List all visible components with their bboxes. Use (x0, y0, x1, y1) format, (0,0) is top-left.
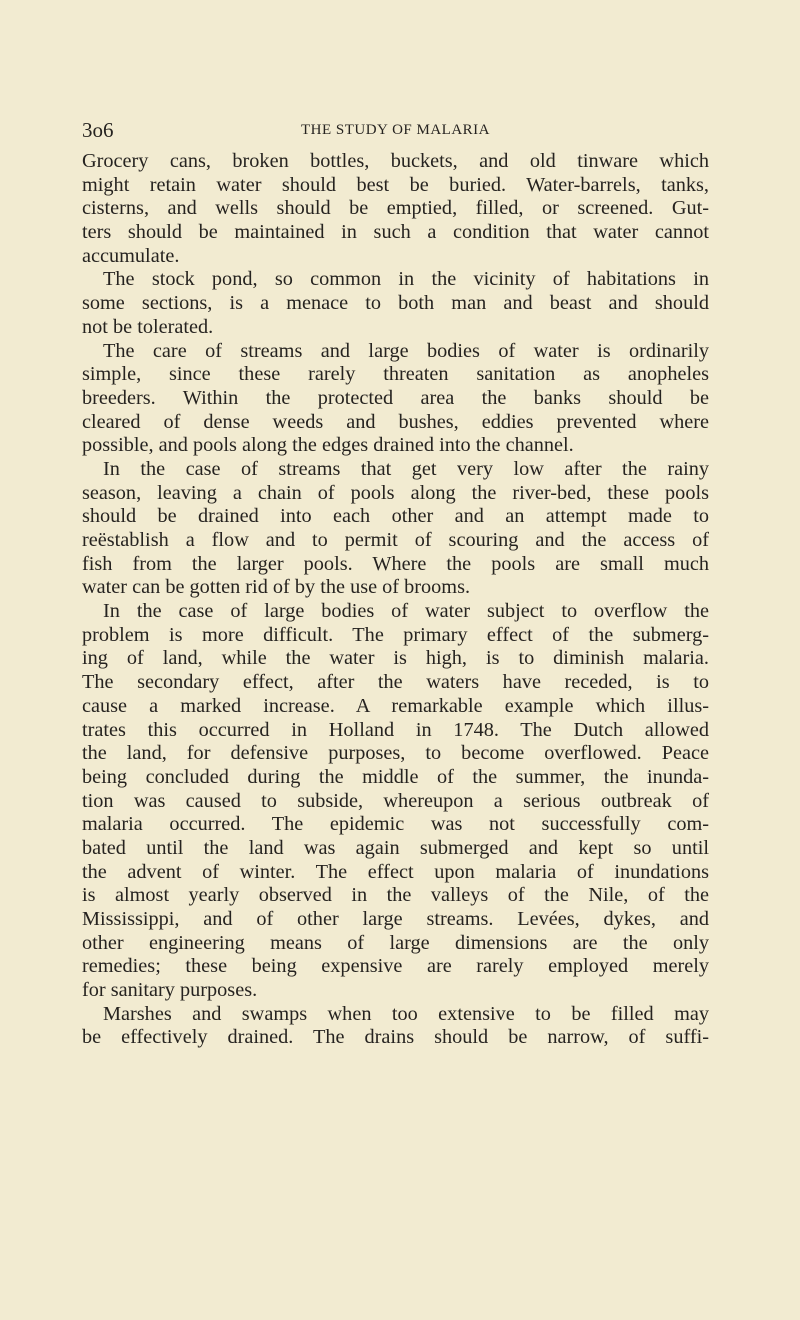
paragraph (82, 1003, 709, 1050)
text-line: be effectively drained. The drains should be narrow, of suffi- (82, 1026, 709, 1049)
text-line: tion was caused to subside, whereupon a serious outbreak of (82, 789, 709, 812)
text-line: The secondary effect, after the waters have receded, is to (82, 671, 709, 694)
text-line: for sanitary purposes. (82, 979, 258, 1002)
text-line: cleared of dense weeds and bushes, eddies prevented where (82, 410, 709, 433)
text-line: should be drained into each other and an attempt made to (82, 505, 709, 528)
text-line: In the case of large bodies of water subject to overflow the (103, 600, 709, 623)
text-line: Marshes and swamps when too extensive to be filled may (103, 1002, 709, 1025)
text-line: problem is more difficult. The primary effect of the submerg- (82, 623, 709, 646)
text-line: not be tolerated. (82, 315, 214, 338)
paragraph (82, 600, 709, 1003)
text-line: some sections, is a menace to both man and beast and should (82, 292, 709, 315)
page-body (82, 150, 709, 1050)
text-line: the advent of winter. The effect upon malaria of inundations (82, 860, 709, 883)
paragraph (82, 150, 709, 268)
text-line: remedies; these being expensive are rarely employed merely (82, 955, 709, 978)
text-line: The care of streams and large bodies of water is ordinarily (103, 339, 709, 362)
running-title: THE STUDY OF MALARIA (300, 122, 491, 138)
text-line: being concluded during the middle of the summer, the inunda- (82, 765, 709, 788)
text-line: The stock pond, so common in the vicinity of habitations in (103, 268, 709, 291)
text-line: fish from the larger pools. Where the pools are small much (82, 552, 709, 575)
text-line: water can be gotten rid of by the use of brooms. (82, 576, 471, 599)
paragraph (82, 458, 709, 600)
text-line: the land, for defensive purposes, to become overflowed. Peace (82, 742, 709, 765)
text-line: breeders. Within the protected area the banks should be (82, 386, 709, 409)
text-line: is almost yearly observed in the valleys of the Nile, of the (82, 884, 709, 907)
text-line: cause a marked increase. A remarkable example which illus- (82, 694, 709, 717)
text-line: malaria occurred. The epidemic was not successfully com- (82, 813, 709, 836)
text-line: Mississippi, and of other large streams. Levées, dykes, and (82, 908, 709, 930)
page-number: 3o6 (82, 118, 114, 142)
text-line: trates this occurred in Holland in 1748. The Dutch allowed (82, 718, 709, 741)
text-line: other engineering means of large dimensions are the only (82, 931, 709, 954)
text-line: might retain water should best be buried. Water-barrels, tanks, (82, 173, 709, 196)
paragraph (82, 340, 709, 458)
text-line: cisterns, and wells should be emptied, filled, or screened. Gut- (82, 197, 709, 220)
page-header (82, 118, 709, 146)
text-line: accumulate. (82, 244, 180, 267)
text-line: possible, and pools along the edges drained into the channel. (82, 434, 574, 457)
text-line: season, leaving a chain of pools along the river-bed, these pools (82, 481, 709, 504)
text-line: reëstablish a flow and to permit of scouring and the access of (82, 529, 709, 551)
text-line: ters should be maintained in such a condition that water cannot (82, 221, 709, 244)
text-line: In the case of streams that get very low after the rainy (103, 457, 709, 480)
text-line: Grocery cans, broken bottles, buckets, and old tinware which (82, 150, 709, 172)
text-line: simple, since these rarely threaten sanitation as anopheles (82, 363, 709, 386)
text-line: bated until the land was again submerged and kept so until (82, 836, 709, 859)
text-line: ing of land, while the water is high, is to diminish malaria. (82, 647, 709, 670)
paragraph (82, 268, 709, 339)
